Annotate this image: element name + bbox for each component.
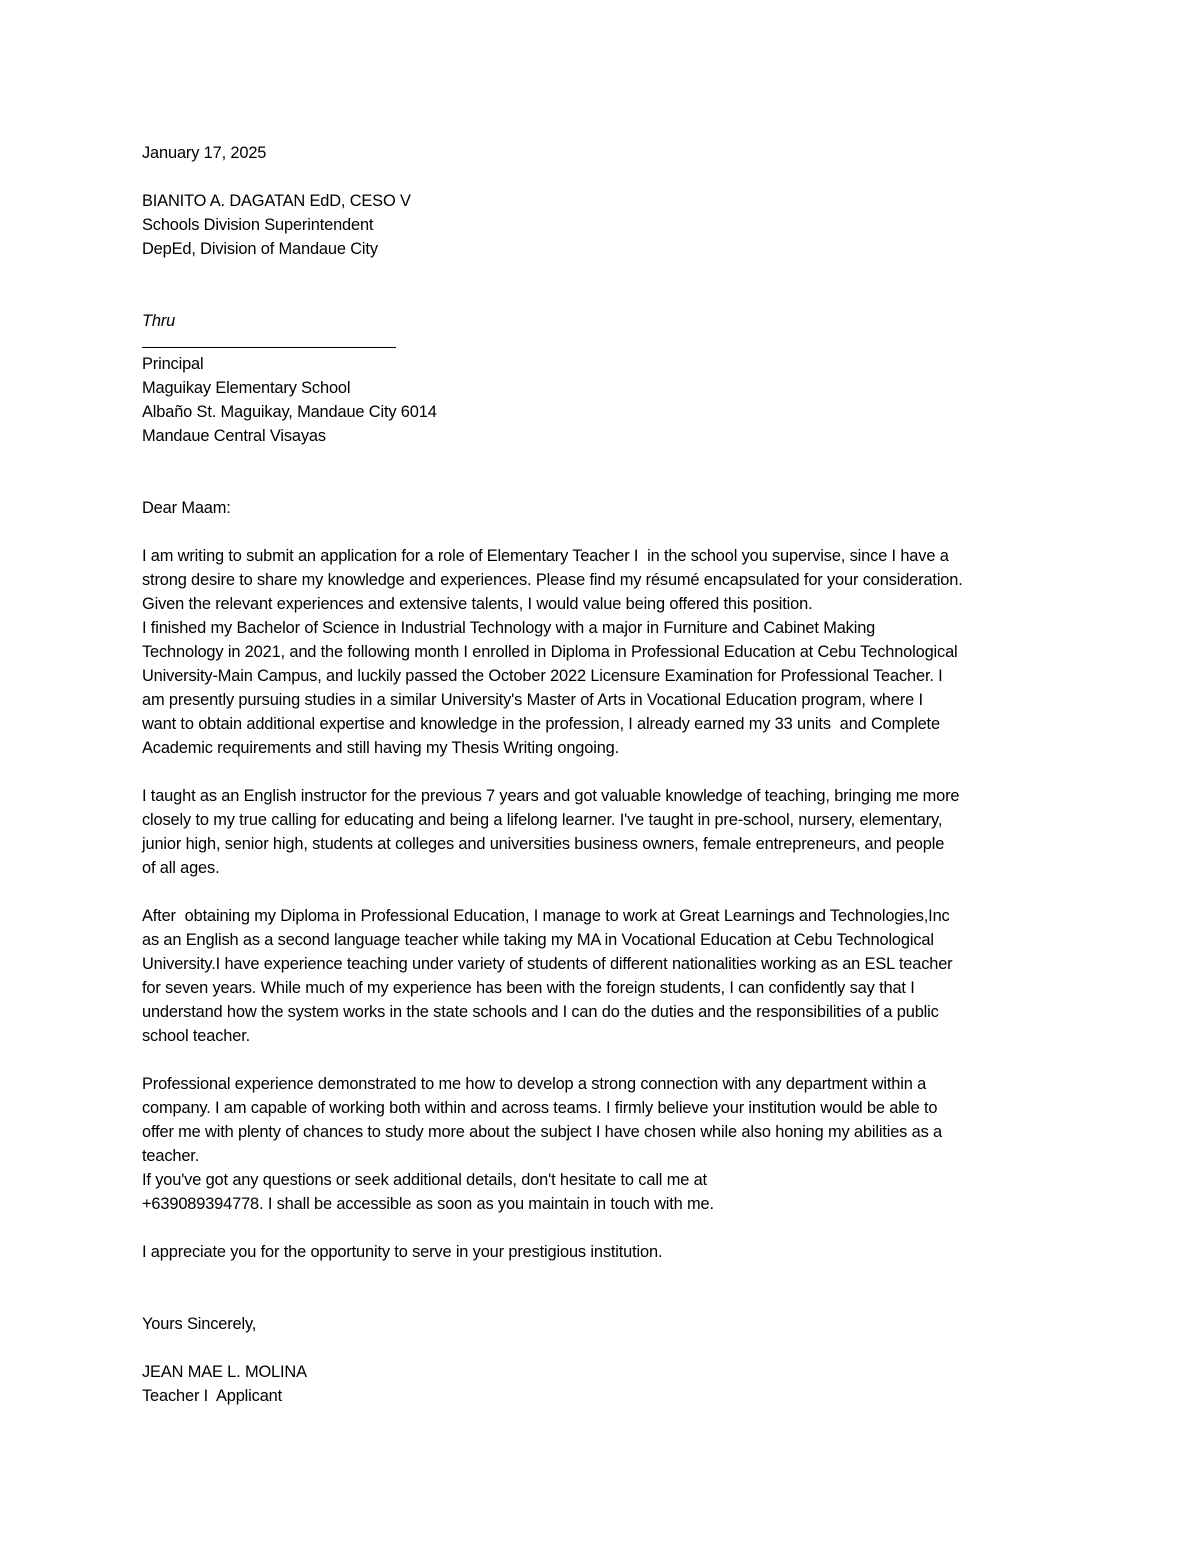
paragraph-line: teacher.: [142, 1147, 200, 1165]
signature-block: [142, 1360, 1072, 1408]
paragraph-line: University-Main Campus, and luckily passed the October 2022 Licensure Examination for Professional Teacher. I: [142, 667, 943, 685]
paragraph-line: After obtaining my Diploma in Professional Education, I manage to work at Great Learnings and Technologies,Inc: [142, 907, 950, 925]
recipient-name: BIANITO A. DAGATAN EdD, CESO V: [142, 192, 411, 210]
paragraph-line: company. I am capable of working both within and across teams. I firmly believe your institution would be able to: [142, 1099, 938, 1117]
paragraph-line: If you've got any questions or seek additional details, don't hesitate to call me at: [142, 1171, 707, 1189]
thru-school: Maguikay Elementary School: [142, 379, 351, 397]
paragraph-line: I finished my Bachelor of Science in Industrial Technology with a major in Furniture and Cabinet Making: [142, 619, 876, 637]
paragraph-line: Technology in 2021, and the following month I enrolled in Diploma in Professional Education at Cebu Technological: [142, 643, 958, 661]
paragraph-line: +639089394778. I shall be accessible as soon as you maintain in touch with me.: [142, 1195, 714, 1213]
principal-name-blank-line: [142, 347, 396, 348]
paragraph-line: of all ages.: [142, 859, 220, 877]
signatory-title: Teacher I Applicant: [142, 1387, 283, 1405]
recipient-title: Schools Division Superintendent: [142, 216, 374, 234]
paragraph-line: as an English as a second language teacher while taking my MA in Vocational Education at Cebu Technological: [142, 931, 934, 949]
paragraph-line: University.I have experience teaching under variety of students of different nationalities working as an ESL teacher: [142, 955, 953, 973]
paragraph-line: for seven years. While much of my experience has been with the foreign students, I can confidently say that I: [142, 979, 915, 997]
body-paragraph-1: [142, 544, 1072, 760]
paragraph-line: Academic requirements and still having my Thesis Writing ongoing.: [142, 739, 620, 757]
application-letter: [142, 141, 1072, 1408]
body-paragraph-4: [142, 1072, 1072, 1216]
paragraph-line: want to obtain additional expertise and knowledge in the profession, I already earned my 33 units and Complete: [142, 715, 940, 733]
recipient-block: [142, 189, 1072, 261]
body-paragraph-5: [142, 1240, 1072, 1264]
thru-address-2: Mandaue Central Visayas: [142, 427, 326, 445]
thru-block: [142, 309, 1072, 448]
letter-date: January 17, 2025: [142, 144, 267, 162]
paragraph-line: I taught as an English instructor for the previous 7 years and got valuable knowledge of teaching, bringing me more: [142, 787, 960, 805]
thru-label: Thru: [142, 312, 176, 330]
thru-position: Principal: [142, 355, 204, 373]
closing: Yours Sincerely,: [142, 1315, 257, 1333]
paragraph-line: understand how the system works in the state schools and I can do the duties and the responsibilities of a public: [142, 1003, 939, 1021]
signatory-name: JEAN MAE L. MOLINA: [142, 1363, 307, 1381]
body-paragraph-2: [142, 784, 1072, 880]
paragraph-line: I am writing to submit an application for a role of Elementary Teacher I in the school you supervise, since I have a: [142, 547, 949, 565]
paragraph-line: school teacher.: [142, 1027, 251, 1045]
paragraph-line: offer me with plenty of chances to study more about the subject I have chosen while also honing my abilities as a: [142, 1123, 943, 1141]
paragraph-line: junior high, senior high, students at colleges and universities business owners, female entrepreneurs, and people: [142, 835, 945, 853]
salutation: Dear Maam:: [142, 499, 231, 517]
paragraph-line: closely to my true calling for educating and being a lifelong learner. I've taught in pre-school, nursery, elementary,: [142, 811, 943, 829]
paragraph-line: strong desire to share my knowledge and experiences. Please find my résumé encapsulated for your consideration.: [142, 571, 963, 589]
thru-address-1: Albaño St. Maguikay, Mandaue City 6014: [142, 403, 437, 421]
paragraph-line: Given the relevant experiences and extensive talents, I would value being offered this position.: [142, 595, 813, 613]
recipient-office: DepEd, Division of Mandaue City: [142, 240, 378, 258]
paragraph-line: am presently pursuing studies in a similar University's Master of Arts in Vocational Education program, where I: [142, 691, 923, 709]
paragraph-line: I appreciate you for the opportunity to serve in your prestigious institution.: [142, 1243, 663, 1261]
paragraph-line: Professional experience demonstrated to me how to develop a strong connection with any department within a: [142, 1075, 927, 1093]
body-paragraph-3: [142, 904, 1072, 1048]
